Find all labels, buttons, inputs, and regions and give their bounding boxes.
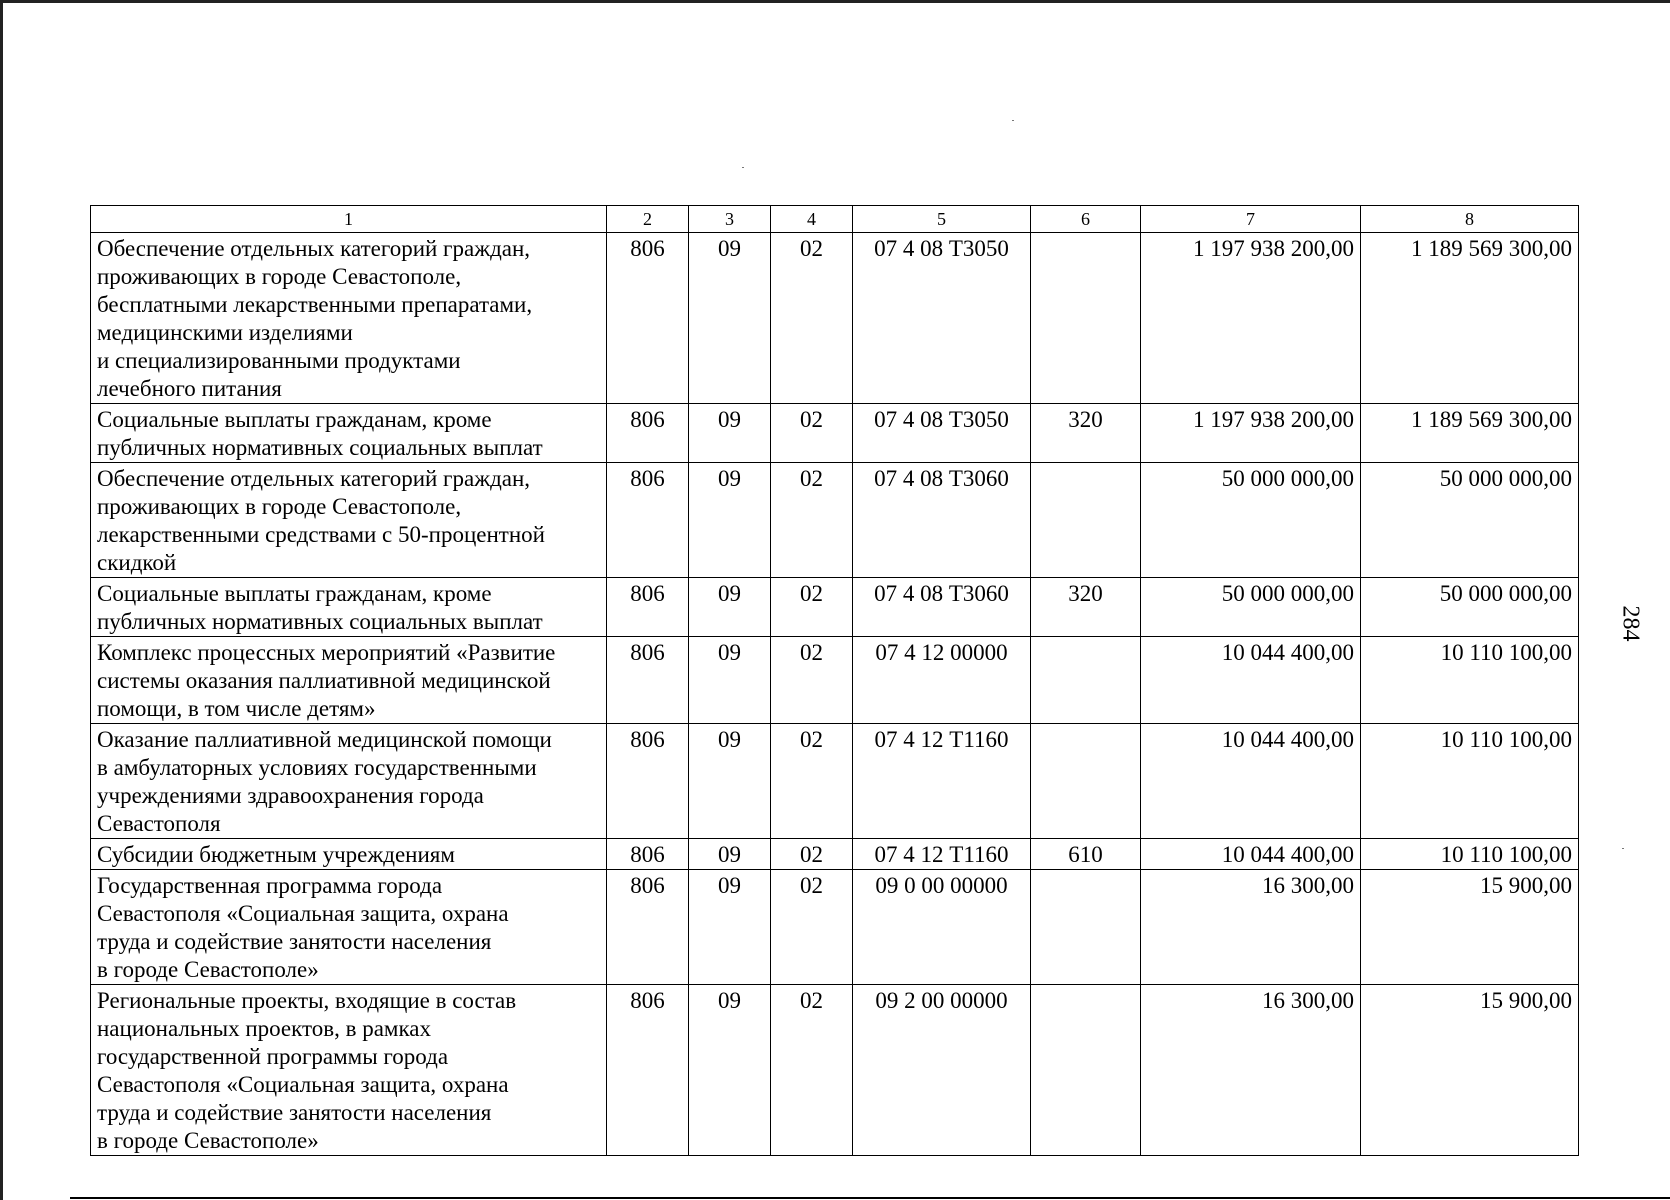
column-number-2: 2 <box>607 206 689 233</box>
amount-year1-cell: 50 000 000,00 <box>1141 578 1361 637</box>
table-row <box>91 839 1579 870</box>
column-number-1: 1 <box>91 206 607 233</box>
table-row <box>91 985 1579 1156</box>
subsection-code-cell: 02 <box>771 724 853 839</box>
table-body <box>91 233 1579 1156</box>
row-name-cell <box>91 637 607 724</box>
row-name-line: Социальные выплаты гражданам, кроме <box>97 407 492 432</box>
expense-type-cell: 320 <box>1031 578 1141 637</box>
amount-year1-cell: 1 197 938 200,00 <box>1141 233 1361 404</box>
column-number-5: 5 <box>853 206 1031 233</box>
ministry-code-cell: 806 <box>607 637 689 724</box>
row-name-line: бесплатными лекарственными препаратами, <box>97 292 533 317</box>
expense-type-cell: 610 <box>1031 839 1141 870</box>
subsection-code-cell: 02 <box>771 839 853 870</box>
row-name-line: публичных нормативных социальных выплат <box>97 435 543 460</box>
row-name-line: учреждениями здравоохранения города <box>97 783 484 808</box>
row-name-line: скидкой <box>97 550 177 575</box>
target-article-cell: 07 4 08 Т3050 <box>853 404 1031 463</box>
expense-type-cell <box>1031 637 1141 724</box>
row-name-line: помощи, в том числе детям» <box>97 696 376 721</box>
row-name-line: проживающих в городе Севастополе, <box>97 264 462 289</box>
row-name-line: медицинскими изделиями <box>97 320 353 345</box>
section-code-cell: 09 <box>689 233 771 404</box>
expense-type-cell: 320 <box>1031 404 1141 463</box>
expense-type-cell <box>1031 985 1141 1156</box>
amount-year1-cell: 1 197 938 200,00 <box>1141 404 1361 463</box>
subsection-code-cell: 02 <box>771 578 853 637</box>
row-name-line: труда и содействие занятости населения <box>97 1100 492 1125</box>
row-name-line: в амбулаторных условиях государственными <box>97 755 537 780</box>
amount-year1-cell: 10 044 400,00 <box>1141 724 1361 839</box>
row-name-cell <box>91 578 607 637</box>
row-name-line: Субсидии бюджетным учреждениям <box>97 842 455 867</box>
table-row <box>91 404 1579 463</box>
amount-year2-cell: 10 110 100,00 <box>1361 724 1579 839</box>
row-name-line: государственной программы города <box>97 1044 449 1069</box>
amount-year2-cell: 50 000 000,00 <box>1361 578 1579 637</box>
amount-year1-cell: 16 300,00 <box>1141 985 1361 1156</box>
table-row <box>91 724 1579 839</box>
row-name-line: Севастополя <box>97 811 221 836</box>
target-article-cell: 07 4 08 Т3050 <box>853 233 1031 404</box>
section-code-cell: 09 <box>689 985 771 1156</box>
row-name-cell <box>91 404 607 463</box>
target-article-cell: 07 4 12 Т1160 <box>853 839 1031 870</box>
ministry-code-cell: 806 <box>607 404 689 463</box>
ministry-code-cell: 806 <box>607 870 689 985</box>
ministry-code-cell: 806 <box>607 839 689 870</box>
column-number-4: 4 <box>771 206 853 233</box>
column-number-7: 7 <box>1141 206 1361 233</box>
scan-speck <box>742 167 744 168</box>
amount-year2-cell: 10 110 100,00 <box>1361 839 1579 870</box>
expense-type-cell <box>1031 463 1141 578</box>
row-name-line: Региональные проекты, входящие в состав <box>97 988 517 1013</box>
row-name-line: национальных проектов, в рамках <box>97 1016 432 1041</box>
scan-speck <box>1622 848 1624 849</box>
section-code-cell: 09 <box>689 463 771 578</box>
amount-year1-cell: 16 300,00 <box>1141 870 1361 985</box>
row-name-line: лечебного питания <box>97 376 282 401</box>
row-name-line: в городе Севастополе» <box>97 957 319 982</box>
amount-year2-cell: 1 189 569 300,00 <box>1361 404 1579 463</box>
ministry-code-cell: 806 <box>607 724 689 839</box>
ministry-code-cell: 806 <box>607 578 689 637</box>
expense-type-cell <box>1031 233 1141 404</box>
ministry-code-cell: 806 <box>607 985 689 1156</box>
row-name-cell <box>91 839 607 870</box>
table-row <box>91 463 1579 578</box>
row-name-line: в городе Севастополе» <box>97 1128 319 1153</box>
section-code-cell: 09 <box>689 578 771 637</box>
column-number-6: 6 <box>1031 206 1141 233</box>
column-number-row <box>91 206 1579 233</box>
row-name-line: публичных нормативных социальных выплат <box>97 609 543 634</box>
amount-year1-cell: 10 044 400,00 <box>1141 839 1361 870</box>
scan-speck <box>1012 120 1014 121</box>
row-name-line: лекарственными средствами с 50-процентной <box>97 522 545 547</box>
ministry-code-cell: 806 <box>607 233 689 404</box>
row-name-line: Комплекс процессных мероприятий «Развитие <box>97 640 556 665</box>
subsection-code-cell: 02 <box>771 637 853 724</box>
row-name-line: Оказание паллиативной медицинской помощи <box>97 727 552 752</box>
page-number: 284 <box>1617 605 1644 642</box>
budget-table <box>90 205 1579 1156</box>
section-code-cell: 09 <box>689 870 771 985</box>
subsection-code-cell: 02 <box>771 985 853 1156</box>
row-name-cell <box>91 870 607 985</box>
target-article-cell: 09 2 00 00000 <box>853 985 1031 1156</box>
expense-type-cell <box>1031 724 1141 839</box>
row-name-line: Обеспечение отдельных категорий граждан, <box>97 466 531 491</box>
scan-edge-top <box>0 0 1670 3</box>
amount-year2-cell: 10 110 100,00 <box>1361 637 1579 724</box>
table-row <box>91 233 1579 404</box>
expense-type-cell <box>1031 870 1141 985</box>
amount-year2-cell: 50 000 000,00 <box>1361 463 1579 578</box>
column-number-8: 8 <box>1361 206 1579 233</box>
bottom-rule <box>70 1197 1670 1199</box>
row-name-line: Севастополя «Социальная защита, охрана <box>97 901 509 926</box>
table-row <box>91 637 1579 724</box>
column-number-3: 3 <box>689 206 771 233</box>
row-name-line: Обеспечение отдельных категорий граждан, <box>97 236 531 261</box>
amount-year2-cell: 15 900,00 <box>1361 870 1579 985</box>
section-code-cell: 09 <box>689 404 771 463</box>
subsection-code-cell: 02 <box>771 463 853 578</box>
amount-year1-cell: 50 000 000,00 <box>1141 463 1361 578</box>
target-article-cell: 07 4 08 Т3060 <box>853 463 1031 578</box>
row-name-cell <box>91 233 607 404</box>
row-name-line: Социальные выплаты гражданам, кроме <box>97 581 492 606</box>
row-name-line: Государственная программа города <box>97 873 443 898</box>
row-name-line: Севастополя «Социальная защита, охрана <box>97 1072 509 1097</box>
target-article-cell: 09 0 00 00000 <box>853 870 1031 985</box>
table-row <box>91 578 1579 637</box>
target-article-cell: 07 4 12 Т1160 <box>853 724 1031 839</box>
section-code-cell: 09 <box>689 724 771 839</box>
subsection-code-cell: 02 <box>771 870 853 985</box>
subsection-code-cell: 02 <box>771 233 853 404</box>
ministry-code-cell: 806 <box>607 463 689 578</box>
section-code-cell: 09 <box>689 839 771 870</box>
row-name-cell <box>91 985 607 1156</box>
row-name-line: системы оказания паллиативной медицинской <box>97 668 551 693</box>
row-name-line: проживающих в городе Севастополе, <box>97 494 462 519</box>
amount-year2-cell: 1 189 569 300,00 <box>1361 233 1579 404</box>
subsection-code-cell: 02 <box>771 404 853 463</box>
amount-year1-cell: 10 044 400,00 <box>1141 637 1361 724</box>
row-name-cell <box>91 724 607 839</box>
row-name-line: труда и содействие занятости населения <box>97 929 492 954</box>
row-name-line: и специализированными продуктами <box>97 348 461 373</box>
amount-year2-cell: 15 900,00 <box>1361 985 1579 1156</box>
table-row <box>91 870 1579 985</box>
section-code-cell: 09 <box>689 637 771 724</box>
scan-edge-left <box>0 0 3 1200</box>
row-name-cell <box>91 463 607 578</box>
target-article-cell: 07 4 12 00000 <box>853 637 1031 724</box>
target-article-cell: 07 4 08 Т3060 <box>853 578 1031 637</box>
